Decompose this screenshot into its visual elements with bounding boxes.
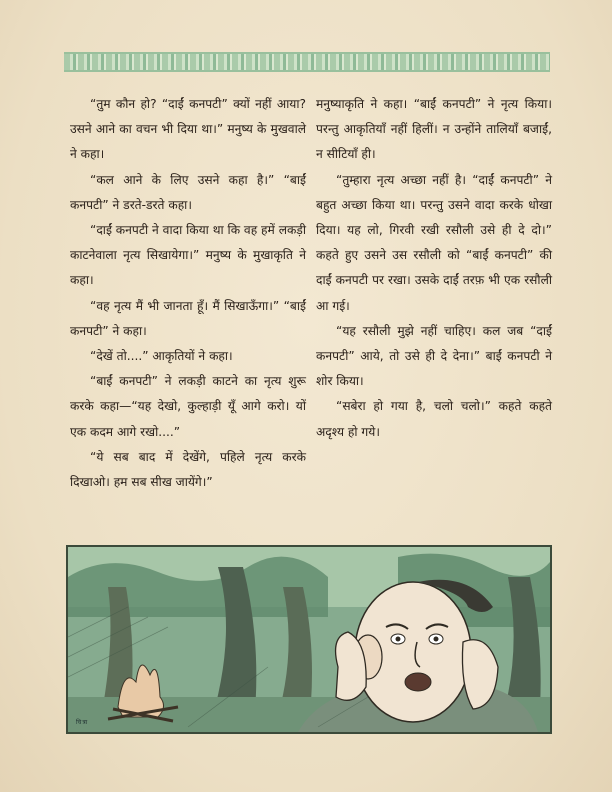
paragraph: “तुम्हारा नृत्य अच्छा नहीं है। “दाईं कनपटी” ने बहुत अच्छा किया था। परन्तु उसने वादा करके धोखा दिया। यह लो, गिरवी रखी रसौली उसे ही दे दो।” कहते हुए उसने उस रसौली को “बाईं कनपटी” की दाईं कनपटी पर रखा। उसके दाईं तरफ़ भी एक रसौली आ गई। — [316, 172, 552, 313]
decorative-border — [64, 52, 550, 72]
paragraph: “ये सब बाद में देखेंगे, पहिले नृत्य करके दिखाओ। हम सब सीख जायेंगे।” — [70, 449, 306, 490]
paragraph: मनुष्याकृति ने कहा। “बाईं कनपटी” ने नृत्य किया। परन्तु आकृतियाँ नहीं हिलीं। न उन्होंने तालियाँ बजाईं, न सीटियाँ ही। — [316, 97, 552, 162]
paragraph: “सबेरा हो गया है, चलो चलो।” कहते कहते अदृश्य हो गये। — [316, 399, 552, 439]
paragraph: “वह नृत्य मैं भी जानता हूँ। मैं सिखाऊँगा।” “बाईं कनपटी” ने कहा। — [70, 298, 306, 338]
paragraph: “दाईं कनपटी ने वादा किया था कि वह हमें लकड़ी काटनेवाला नृत्य सिखायेगा।” मनुष्य के मुखाकृति ने कहा। — [70, 223, 306, 288]
left-column — [70, 92, 306, 495]
paragraph: “तुम कौन हो? “दाईं कनपटी” क्यों नहीं आया? उसने आने का वचन भी दिया था।” मनुष्य के मुखवाले ने कहा। — [70, 97, 306, 162]
paragraph: “कल आने के लिए उसने कहा है।” “बाईं कनपटी” ने डरते-डरते कहा। — [70, 172, 306, 212]
story-illustration — [66, 545, 552, 734]
paragraph: “बाईं कनपटी” ने लकड़ी काटने का नृत्य शुरू करके कहा—“यह देखो, कुल्हाड़ी यूँ आगे करो। यों एक कदम आगे रखो....” — [70, 374, 306, 439]
illustration-drawing — [68, 547, 550, 732]
artist-credit: चित्रा — [76, 719, 89, 726]
paragraph: “यह रसौली मुझे नहीं चाहिए। कल जब “दाईं कनपटी” आये, तो उसे ही दे देना।” बाईं कनपटी ने शोर किया। — [316, 323, 552, 389]
right-column — [316, 92, 552, 445]
paragraph: “देखें तो....” आकृतियों ने कहा। — [90, 349, 233, 364]
